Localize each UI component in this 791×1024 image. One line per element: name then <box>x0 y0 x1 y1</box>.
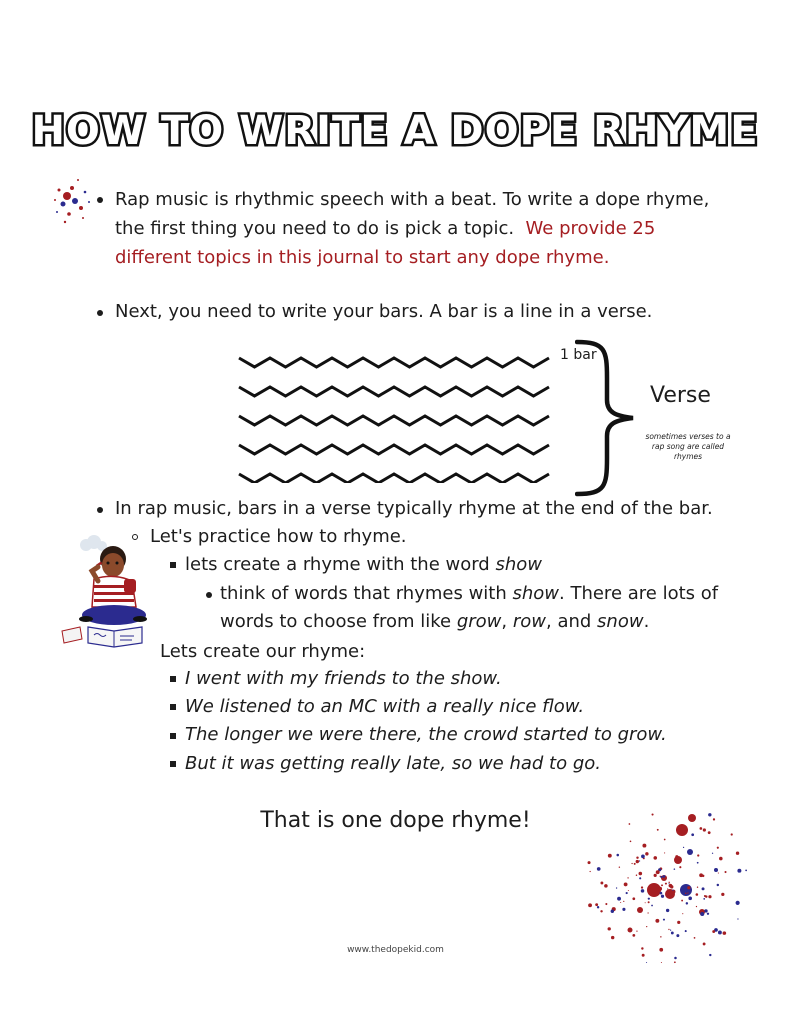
splatter-dot <box>623 901 624 902</box>
splatter-dot <box>717 884 719 886</box>
bullet-dot <box>97 197 103 203</box>
splatter-dot <box>676 934 679 937</box>
intro-text: the first thing you need to do is pick a topic. <box>115 218 515 239</box>
splatter-dot <box>660 936 661 937</box>
splatter-dot <box>675 855 678 858</box>
splatter-dot <box>704 909 707 912</box>
splatter-dot <box>731 833 733 835</box>
splatter-dot <box>627 877 628 878</box>
splatter-dot <box>672 889 673 890</box>
splatter-dot <box>708 813 711 816</box>
splatter-dot <box>668 882 669 883</box>
splatter-dot <box>681 900 683 902</box>
rhyme-bullet-text: In rap music, bars in a verse typically rhyme at the end of the bar. <box>115 498 713 519</box>
splatter-dot <box>632 934 635 937</box>
splatter-dot <box>687 892 688 893</box>
splatter-dot <box>628 928 633 933</box>
splatter-dot <box>597 906 599 908</box>
splatter-dot <box>636 856 638 858</box>
splatter-dot <box>616 887 617 888</box>
splatter-dot <box>595 903 598 906</box>
intro-highlight: We provide 25 <box>525 218 656 239</box>
splatter-dot <box>622 908 625 911</box>
splatter-dot <box>608 854 612 858</box>
splatter-dot <box>660 892 663 895</box>
splatter-dot <box>696 906 697 907</box>
splatter-dot <box>714 868 718 872</box>
think-line-1: think of words that rhymes with show. There are lots of <box>220 583 719 604</box>
splatter-dot <box>682 913 683 914</box>
splatter-dot <box>641 886 643 888</box>
splatter-dot <box>703 898 705 900</box>
bullet-dot <box>206 592 212 598</box>
splatter-dot <box>664 852 665 853</box>
splatter-dot <box>703 828 706 831</box>
bullet-square <box>170 562 176 568</box>
splatter-dot <box>636 860 639 863</box>
splatter-dot <box>590 871 591 872</box>
splatter-dot <box>665 883 667 885</box>
splatter-dot <box>718 872 719 873</box>
paint-splatter-small-icon <box>45 168 105 233</box>
splatter-dot <box>629 823 631 825</box>
splatter-dot <box>619 866 620 867</box>
splatter-dot <box>600 882 603 885</box>
practice-text: Let's practice how to rhyme. <box>150 526 407 547</box>
create-word-text: lets create a rhyme with the word show <box>185 554 542 575</box>
splatter-dot <box>661 962 662 963</box>
splatter-dot <box>657 829 659 831</box>
splatter-dot <box>611 910 614 913</box>
splatter-dot <box>717 847 719 849</box>
intro-line-1: Rap music is rhythmic speech with a beat. To write a dope rhyme, <box>115 189 710 210</box>
bars-diagram <box>235 348 555 483</box>
splatter-dot <box>588 861 591 864</box>
splatter-dot <box>645 902 646 903</box>
splatter-dot <box>637 907 643 913</box>
splatter-dot <box>636 931 637 932</box>
splatter-dot <box>653 856 657 860</box>
bullet-square <box>170 761 176 767</box>
splatter-dot <box>639 872 643 876</box>
splatter-dot <box>597 867 601 871</box>
splatter-dot <box>666 909 669 912</box>
splatter-dot <box>685 893 686 894</box>
splatter-dot <box>736 852 739 855</box>
closing-text: That is one dope rhyme! <box>260 808 531 833</box>
splatter-dot <box>624 882 628 886</box>
bullet-dot <box>97 310 103 316</box>
splatter-dot <box>694 937 696 939</box>
splatter-dot <box>651 905 653 907</box>
splatter-dot <box>651 813 653 815</box>
splatter-dot <box>668 883 669 884</box>
splatter-dot <box>654 874 657 877</box>
bullet-square <box>170 704 176 710</box>
splatter-dot <box>683 847 684 848</box>
splatter-dot <box>664 839 666 841</box>
splatter-dot <box>697 887 698 888</box>
splatter-dot <box>617 897 621 901</box>
splatter-dot <box>674 957 677 960</box>
splatter-dot <box>648 898 650 900</box>
splatter-dot <box>668 929 669 930</box>
page-title-text: HOW TO WRITE A DOPE RHYME <box>31 108 759 154</box>
splatter-dot <box>648 901 650 903</box>
rhyme-line: The longer we were there, the crowd started to grow. <box>185 724 667 745</box>
splatter-dot <box>588 903 592 907</box>
splatter-dot <box>641 854 645 858</box>
kid-thinking-illustration-icon <box>58 535 150 650</box>
splatter-dot <box>661 884 663 886</box>
splatter-dot <box>628 890 629 891</box>
splatter-dot <box>600 910 602 912</box>
splatter-dot <box>736 901 740 905</box>
paint-splatter-large-icon <box>570 790 750 970</box>
splatter-dot <box>699 873 703 877</box>
bullet-square <box>170 733 176 739</box>
splatter-dot <box>647 912 648 913</box>
splatter-dot <box>650 888 653 891</box>
splatter-dot <box>661 895 664 898</box>
splatter-dot <box>704 895 706 897</box>
splatter-dot <box>723 931 727 935</box>
splatter-dot <box>688 897 692 901</box>
create-rhyme-text: Lets create our rhyme: <box>160 641 366 662</box>
bar-zigzag <box>239 387 549 396</box>
splatter-dot <box>636 875 637 876</box>
splatter-dot <box>639 877 641 879</box>
bar-zigzag <box>239 474 549 483</box>
splatter-dot <box>620 902 621 903</box>
splatter-dot <box>696 893 699 896</box>
splatter-dot <box>663 919 665 921</box>
splatter-dot <box>713 818 715 820</box>
rhyme-line: But it was getting really late, so we had to go. <box>185 753 601 774</box>
splatter-dot <box>719 857 723 861</box>
splatter-dot <box>687 886 690 889</box>
splatter-dot <box>667 888 668 889</box>
splatter-dot <box>697 854 699 856</box>
splatter-dot <box>639 860 640 861</box>
splatter-dot <box>697 862 699 864</box>
splatter-dot <box>604 884 608 888</box>
splatter-dot <box>685 930 687 932</box>
splatter-dot <box>718 931 722 935</box>
bullet-square <box>170 676 176 682</box>
page-title <box>0 92 791 172</box>
splatter-dot <box>660 876 661 877</box>
splatter-dot <box>626 892 628 894</box>
rhyme-line: I went with my friends to the show. <box>185 668 502 689</box>
verse-label: Verse <box>650 383 711 408</box>
splatter-dot <box>616 854 619 857</box>
rhyme-line: We listened to an MC with a really nice flow. <box>185 696 585 717</box>
bar-zigzag <box>239 358 549 367</box>
splatter-dot <box>700 827 703 830</box>
splatter-dot <box>737 869 741 873</box>
splatter-dot <box>686 902 688 904</box>
splatter-dot <box>724 871 726 873</box>
think-line-2: words to choose from like grow, row, and snow. <box>220 611 650 632</box>
splatter-dot <box>608 927 611 930</box>
splatter-dot <box>702 887 705 890</box>
splatter-dot <box>677 921 680 924</box>
splatter-dot <box>641 889 645 893</box>
splatter-dot <box>688 814 696 822</box>
splatter-dot <box>670 929 671 930</box>
bar-zigzag <box>239 445 549 454</box>
splatter-dot <box>700 912 704 916</box>
intro-line-2 <box>115 214 655 243</box>
splatter-dot <box>679 866 681 868</box>
splatter-dot <box>708 895 711 898</box>
splatter-dot <box>605 903 607 905</box>
splatter-dot <box>611 936 614 939</box>
bar-zigzag <box>239 416 549 425</box>
splatter-dot <box>658 887 662 891</box>
splatter-dot <box>712 930 715 933</box>
splatter-dot <box>721 893 724 896</box>
splatter-dot <box>634 863 636 865</box>
splatter-dot <box>656 870 660 874</box>
splatter-dot <box>674 961 676 963</box>
splatter-dot <box>680 884 692 896</box>
splatter-dot <box>674 868 676 870</box>
verse-note: sometimes verses to a rap song are called rhymes <box>645 432 731 461</box>
splatter-dot <box>646 962 647 963</box>
splatter-dot <box>671 932 674 935</box>
splatter-dot <box>712 853 713 854</box>
splatter-dot <box>745 869 747 871</box>
splatter-dot <box>632 897 635 900</box>
splatter-dot <box>671 884 672 885</box>
bars-bullet-text: Next, you need to write your bars. A bar is a line in a verse. <box>115 301 653 322</box>
intro-highlight-line: different topics in this journal to start any dope rhyme. <box>115 247 610 268</box>
bullet-dot <box>97 507 103 513</box>
splatter-dot <box>646 926 647 927</box>
splatter-dot <box>708 831 711 834</box>
splatter-dot <box>630 841 632 843</box>
splatter-dot <box>681 825 683 827</box>
splatter-dot <box>645 852 648 855</box>
splatter-dot <box>691 833 694 836</box>
splatter-dot <box>707 913 709 915</box>
splatter-dot <box>687 849 693 855</box>
footer-url: www.thedopekid.com <box>347 945 444 955</box>
splatter-dot <box>631 863 632 864</box>
splatter-dot <box>737 918 738 919</box>
splatter-dot <box>655 919 659 923</box>
splatter-dot <box>642 844 646 848</box>
splatter-dot <box>663 875 666 878</box>
bar-label: 1 bar <box>560 347 597 363</box>
